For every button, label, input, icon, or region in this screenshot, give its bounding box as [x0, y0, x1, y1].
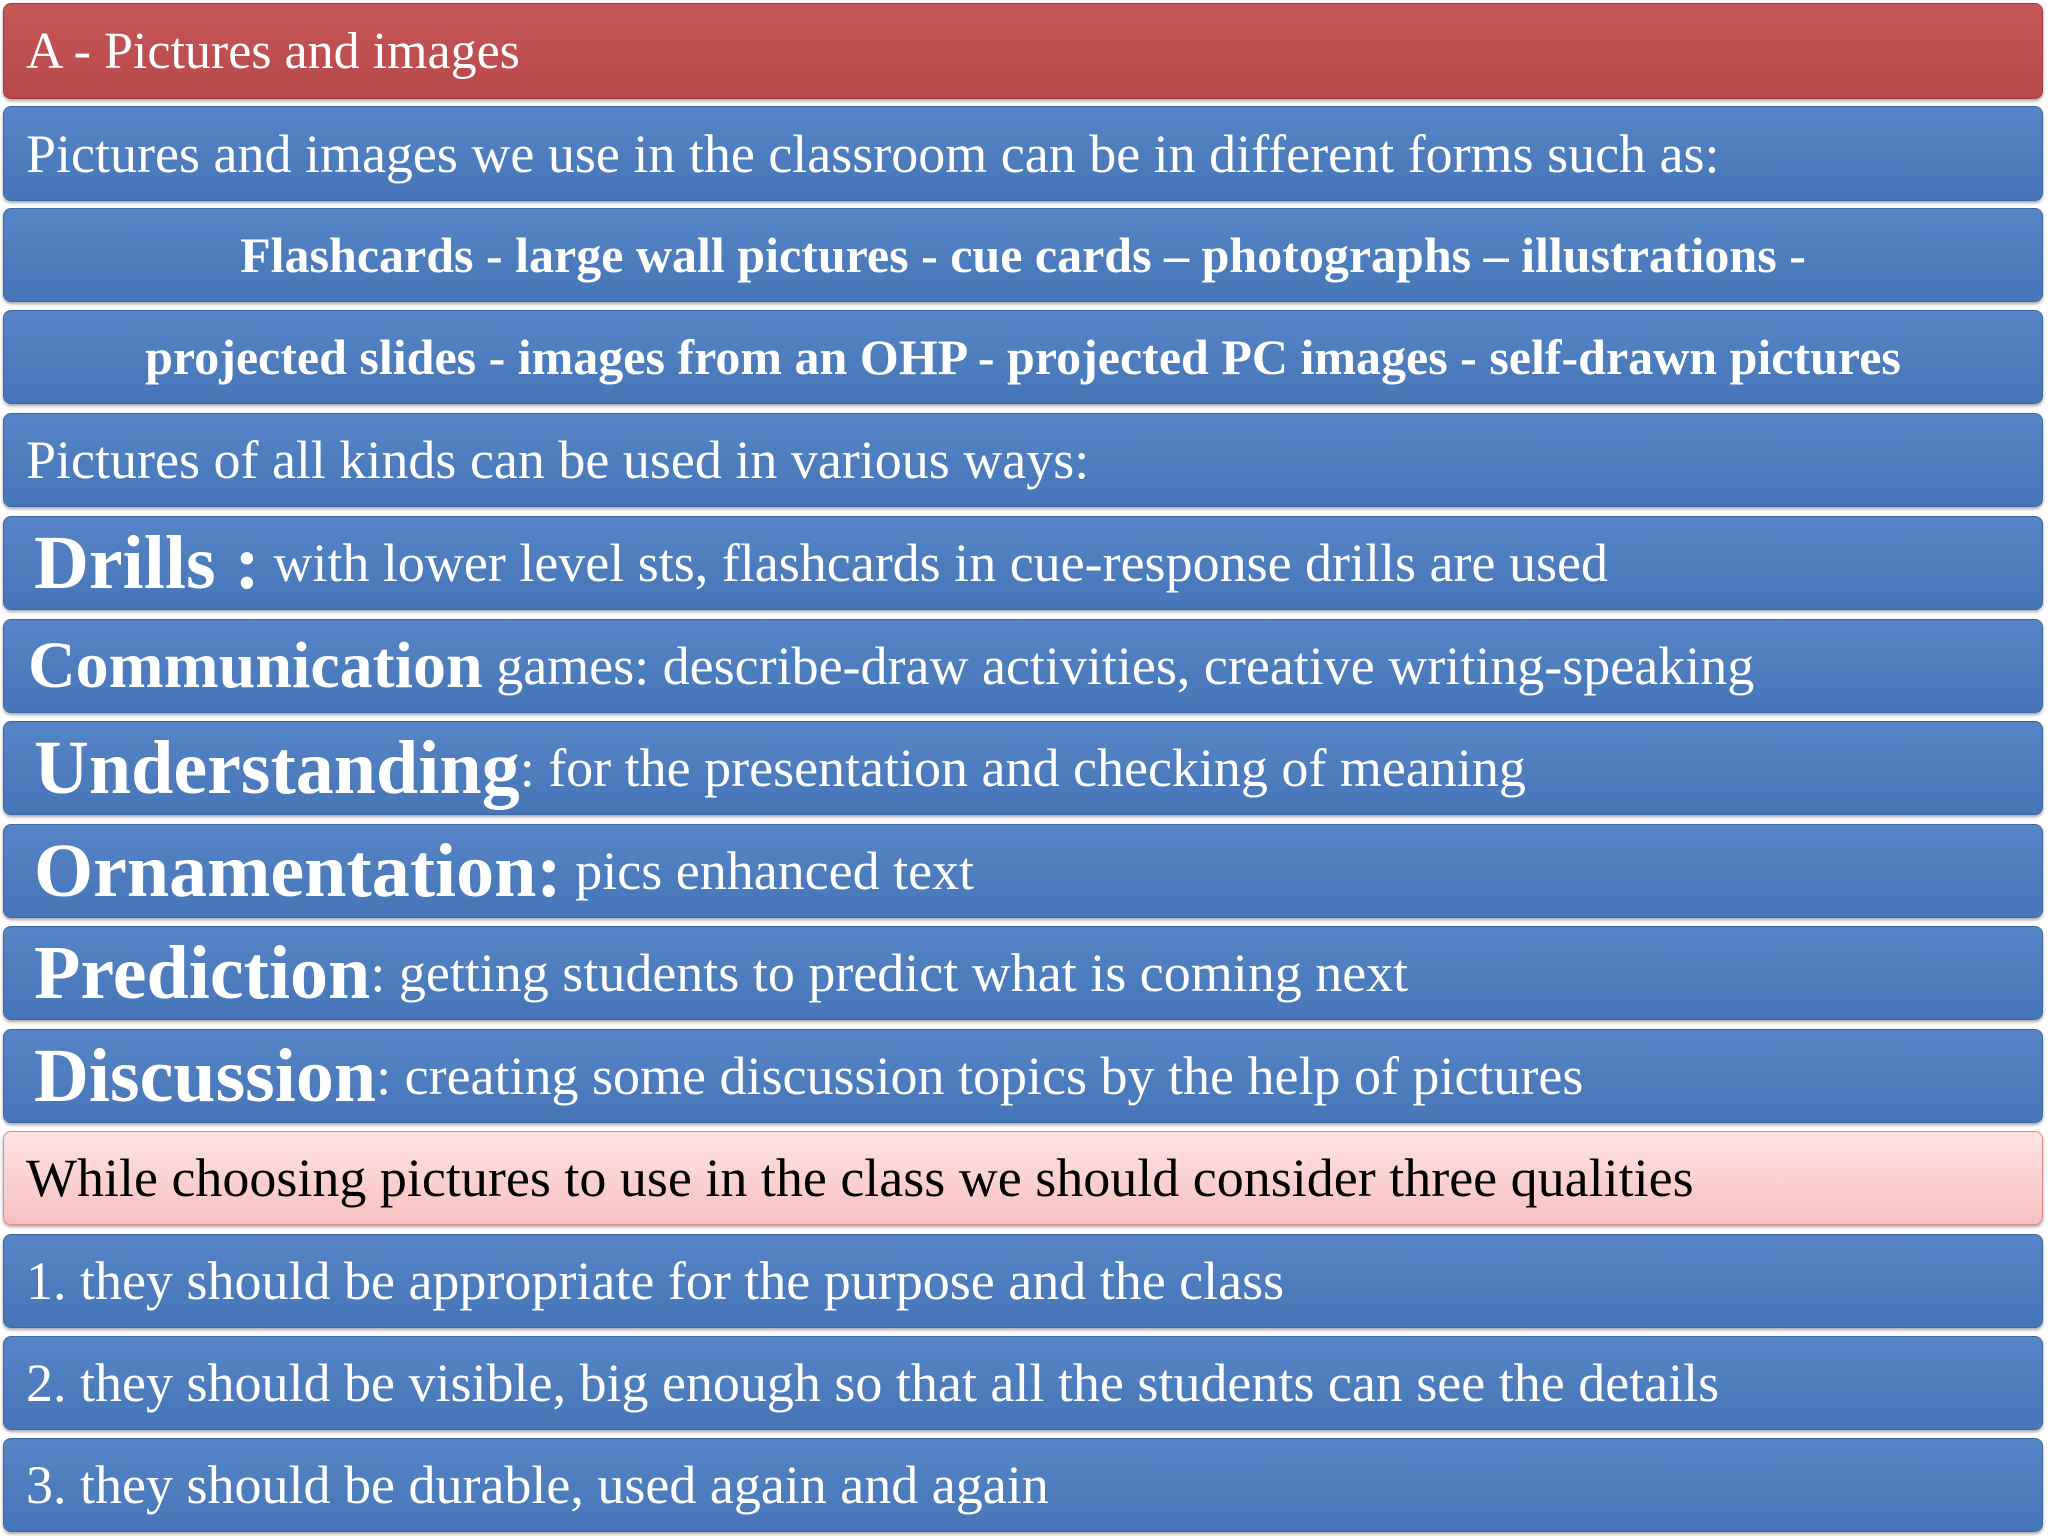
ways-intro-bar: [3, 413, 2043, 507]
way-description: with lower level sts, flashcards in cue-response drills are used: [259, 533, 1608, 593]
way-term: Communication: [28, 629, 483, 702]
way-description: : creating some discussion topics by the help of pictures: [376, 1046, 1584, 1106]
qualities-intro-text: While choosing pictures to use in the class we should consider three qualities: [26, 1148, 1694, 1208]
way-row-discussion: [3, 1029, 2043, 1123]
quality-text: 2. they should be visible, big enough so that all the students can see the details: [26, 1353, 1720, 1413]
quality-row-1: [3, 1234, 2043, 1328]
way-description: pics enhanced text: [561, 841, 975, 901]
way-term: Drills :: [34, 521, 260, 605]
ways-intro-text: Pictures of all kinds can be used in various ways:: [26, 430, 1090, 490]
way-row-ornamentation: [3, 824, 2043, 918]
slide-title: A - Pictures and images: [26, 22, 520, 80]
forms-list-bar-1: [3, 208, 2043, 302]
way-description: : getting students to predict what is coming next: [370, 943, 1409, 1003]
forms-intro-bar: [3, 106, 2043, 201]
way-row-prediction: [3, 926, 2043, 1020]
way-row-communication: [3, 619, 2043, 713]
way-description: games: describe-draw activities, creative writing-speaking: [482, 636, 1755, 696]
forms-list-text-2: projected slides - images from an OHP - projected PC images - self-drawn pictures: [145, 329, 1901, 385]
quality-row-3: [3, 1438, 2043, 1532]
way-term: Prediction: [34, 931, 371, 1015]
quality-row-2: [3, 1336, 2043, 1430]
quality-text: 3. they should be durable, used again and again: [26, 1455, 1049, 1515]
way-description: : for the presentation and checking of meaning: [519, 738, 1526, 798]
way-row-drills: [3, 516, 2043, 610]
way-term: Ornamentation:: [34, 829, 562, 913]
quality-text: 1. they should be appropriate for the purpose and the class: [26, 1251, 1285, 1311]
forms-list-bar-2: [3, 310, 2043, 404]
way-term: Understanding: [34, 726, 520, 810]
forms-intro-text: Pictures and images we use in the classroom can be in different forms such as:: [26, 123, 1720, 184]
qualities-intro-bar: [3, 1131, 2043, 1225]
title-bar: [3, 3, 2043, 99]
way-term: Discussion: [34, 1034, 377, 1118]
way-row-understanding: [3, 721, 2043, 815]
forms-list-text-1: Flashcards - large wall pictures - cue cards – photographs – illustrations -: [240, 227, 1806, 283]
